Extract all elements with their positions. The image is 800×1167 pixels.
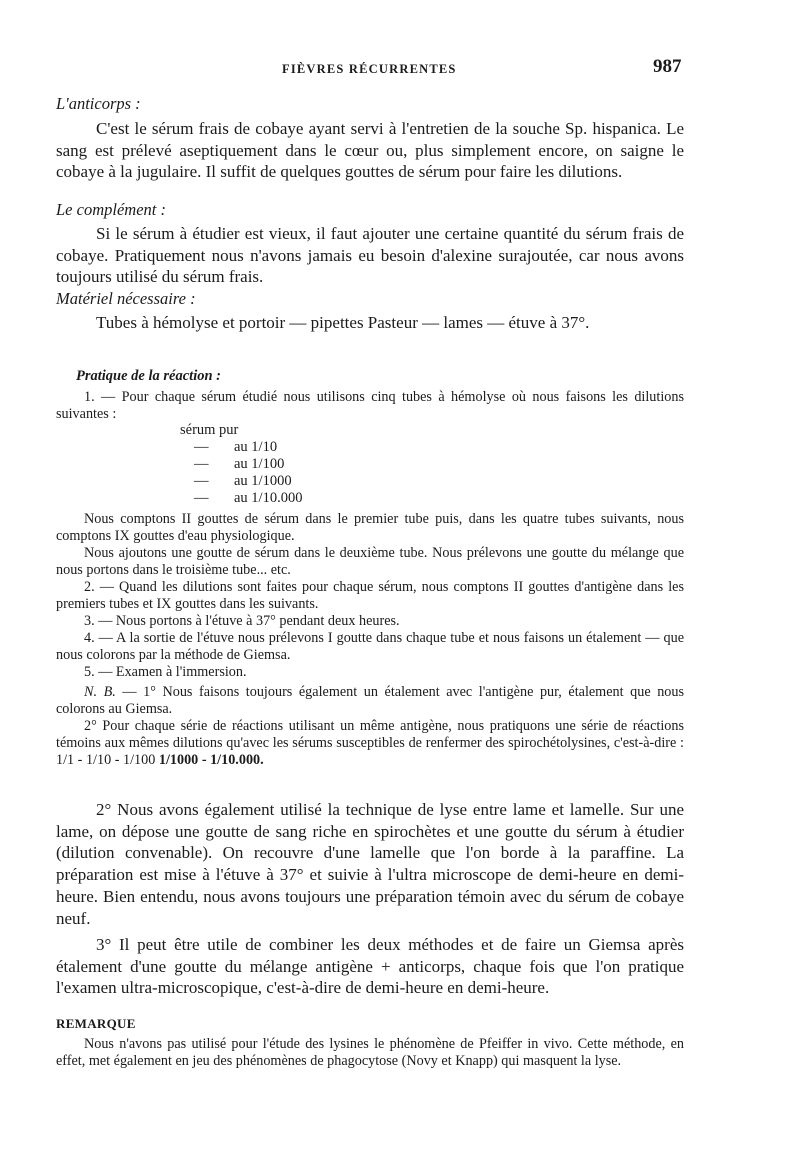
remarque-paragraph: Nous n'avons pas utilisé pour l'étude des lysines le phénomène de Pfeiffer in vivo. Cette méthode, en effet, met également en jeu des phénomènes de phagocytose (Novy et Knapp) qui masquent la lyse.	[56, 1036, 684, 1070]
nb-paragraph-2: 2° Pour chaque série de réactions utilisant un même antigène, nous pratiquons une série de réactions témoins aux mêmes dilutions qu'avec les sérums susceptibles de renfermer des spirochétolysines, c'est-à-dire : 1/1 - 1/10 - 1/100 1/1000 - 1/10.000.	[56, 718, 684, 769]
complement-paragraph: Si le sérum à étudier est vieux, il faut ajouter une certaine quantité du sérum frais de cobaye. Pratiquement nous n'avons jamais eu besoin d'alexine surajoutée, car nous avons toujours utilisé du sérum frais.	[56, 224, 684, 287]
complement-heading: Le complément :	[56, 200, 166, 219]
anticorps-paragraph: C'est le sérum frais de cobaye ayant servi à l'entretien de la souche Sp. hispanica. Le sang est prélevé aseptiquement dans le cœur ou, plus simplement encore, on saigne le cobaye à la jugulaire. Il suffit de quelques gouttes de sérum pour faire les dilutions.	[56, 119, 684, 182]
nb-bold-dilutions: 1/1000 - 1/10.000.	[158, 752, 264, 769]
materiel-heading: Matériel nécessaire :	[56, 289, 196, 308]
section-3-paragraph: 3° Il peut être utile de combiner les deux méthodes et de faire un Giemsa après étalement d'une goutte du mélange antigène + anticorps, chaque fois que l'on pratique l'examen ultra-microscopique, c'est-à-dire de demi-heure en demi-heure.	[56, 935, 684, 998]
remarque-heading: REMARQUE	[56, 1016, 136, 1031]
page-header	[0, 52, 800, 82]
dilution-line: — au 1/100	[194, 456, 285, 472]
materiel-paragraph: Tubes à hémolyse et portoir — pipettes Pasteur — lames — étuve à 37°.	[96, 313, 590, 332]
running-title: FIÈVRES RÉCURRENTES	[282, 62, 457, 76]
pratique-step-5: 5. — Examen à l'immersion.	[84, 664, 247, 680]
pratique-ajoutons-paragraph: Nous ajoutons une goutte de sérum dans le deuxième tube. Nous prélevons une goutte du mélange que nous portons dans le troisième tube... etc.	[56, 545, 684, 579]
nb-paragraph-1: N. B. — 1° Nous faisons toujours également un étalement avec l'antigène pur, étalement que nous colorons au Giemsa.	[56, 684, 684, 718]
pratique-step-3: 3. — Nous portons à l'étuve à 37° pendant deux heures.	[84, 613, 400, 629]
dilution-line: — au 1/10.000	[194, 490, 303, 506]
page-number: 987	[653, 56, 682, 77]
nb-label: N. B.	[84, 684, 116, 700]
pratique-step-1: 1. — Pour chaque sérum étudié nous utilisons cinq tubes à hémolyse où nous faisons les dilutions suivantes :	[56, 389, 684, 423]
dilution-line: — au 1/1000	[194, 473, 292, 489]
dilution-serum-pur: sérum pur	[180, 422, 239, 438]
dilution-line: — au 1/10	[194, 439, 278, 455]
pratique-step-2: 2. — Quand les dilutions sont faites pour chaque sérum, nous comptons II gouttes d'antigène dans les premiers tubes et IX gouttes dans les suivants.	[56, 579, 684, 613]
anticorps-heading: L'anticorps :	[56, 94, 141, 113]
pratique-gouttes-paragraph: Nous comptons II gouttes de sérum dans le premier tube puis, dans les quatre tubes suivants, nous comptons IX gouttes d'eau physiologique.	[56, 511, 684, 545]
pratique-step-4: 4. — A la sortie de l'étuve nous prélevons I goutte dans chaque tube et nous faisons un étalement — que nous colorons par la méthode de Giemsa.	[56, 630, 684, 664]
section-2-paragraph: 2° Nous avons également utilisé la technique de lyse entre lame et lamelle. Sur une lame, on dépose une goutte de sang riche en spirochètes et une goutte du sérum à étudier (dilution convenable). On recouvre d'une lamelle que l'on borde à la paraffine. La préparation est mise à l'étuve à 37° et suivie à l'ultra microscope de demi-heure en demi-heure. Bien entendu, nous avons toujours une préparation témoin avec du sérum de cobaye neuf.	[56, 800, 684, 928]
pratique-heading: Pratique de la réaction :	[76, 368, 221, 384]
